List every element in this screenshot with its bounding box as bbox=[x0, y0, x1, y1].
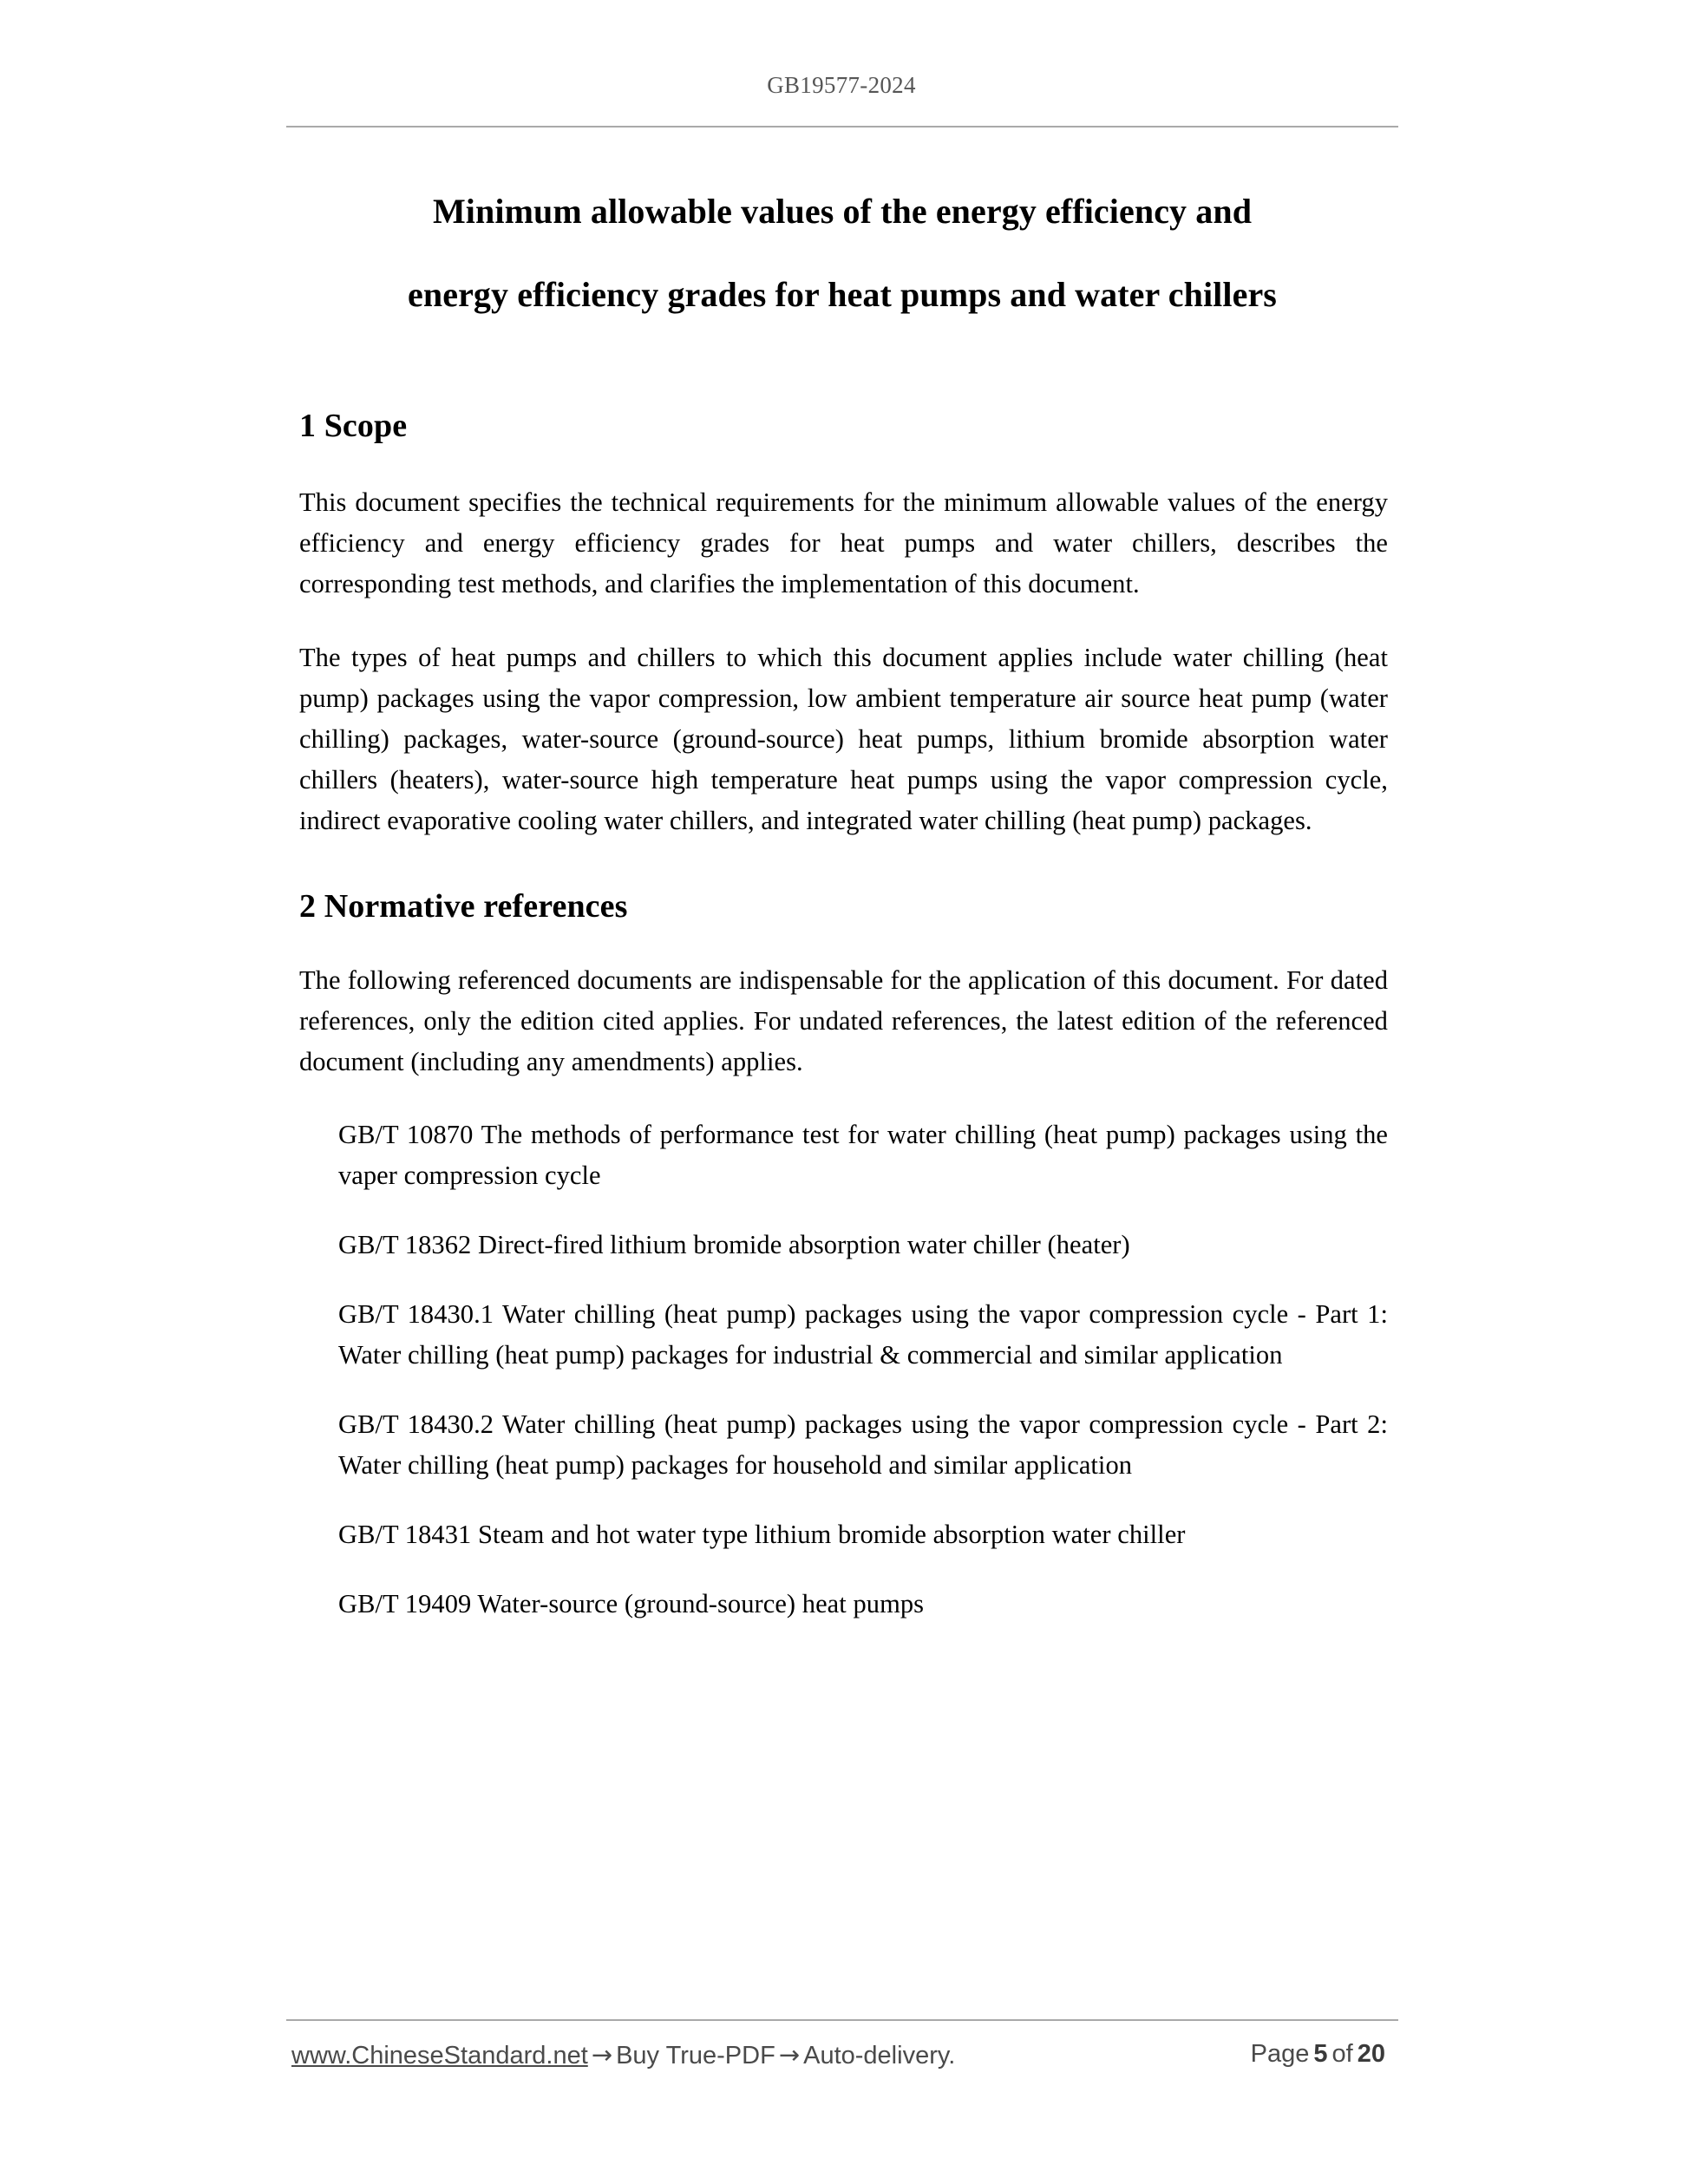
page-label: Page bbox=[1250, 2040, 1310, 2068]
reference-item: GB/T 18362 Direct-fired lithium bromide absorption water chiller (heater) bbox=[338, 1230, 1130, 1260]
reference-item: GB/T 18430.1 Water chilling (heat pump) packages using the vapor compression cycle - Part 1: Water chilling (heat pump) packages for industrial & commercial and similar application bbox=[338, 1299, 1388, 1370]
footer-divider bbox=[286, 2019, 1398, 2021]
footer-promo-delivery: Auto-delivery. bbox=[803, 2042, 956, 2070]
header-divider bbox=[286, 126, 1398, 128]
title-line-1: Minimum allowable values of the energy efficiency and bbox=[432, 192, 1253, 231]
section-heading-normative-references: 2 Normative references bbox=[299, 887, 628, 925]
page-header bbox=[286, 71, 1397, 99]
title-line-2: energy efficiency grades for heat pumps and water chillers bbox=[408, 275, 1277, 314]
document-body bbox=[299, 408, 1388, 1625]
of-label: of bbox=[1331, 2040, 1353, 2068]
reference-item: GB/T 10870 The methods of performance test for water chilling (heat pump) packages using the vaper compression cycle bbox=[338, 1120, 1388, 1191]
section-1-paragraph-1: This document specifies the technical requirements for the minimum allowable values of the energy efficiency and energy efficiency grades for heat pumps and water chillers, describes the corresponding test methods, and clarifies the implementation of this document. bbox=[299, 487, 1388, 598]
arrow-right-icon: → bbox=[591, 2040, 613, 2070]
chinesestandard-link[interactable]: www.ChineseStandard.net bbox=[291, 2042, 588, 2070]
section-1-paragraph-2: The types of heat pumps and chillers to which this document applies include water chilling (heat pump) packages using the vapor compression, low ambient temperature air source heat pump (water chilling) packages, water-source (ground-source) heat pumps, lithium bromide absorption water chillers (heaters), water-source high temperature heat pumps using the vapor compression cycle, indirect evaporative cooling water chillers, and integrated water chilling (heat pump) packages. bbox=[299, 642, 1388, 835]
current-page-number: 5 bbox=[1313, 2040, 1328, 2068]
standard-number: GB19577-2024 bbox=[767, 72, 916, 98]
footer-promo-buy: Buy True-PDF bbox=[616, 2042, 775, 2070]
reference-item: GB/T 19409 Water-source (ground-source) heat pumps bbox=[338, 1589, 925, 1619]
page-footer bbox=[286, 2040, 1398, 2092]
section-2-paragraph-1: The following referenced documents are indispensable for the application of this document. For dated references, only the edition cited applies. For undated references, the latest edition of the referenced document (including any amendments) applies. bbox=[299, 965, 1388, 1077]
section-heading-scope: 1 Scope bbox=[299, 408, 408, 444]
total-page-count: 20 bbox=[1357, 2040, 1385, 2068]
page-indicator bbox=[1251, 2040, 1390, 2069]
reference-item: GB/T 18430.2 Water chilling (heat pump) packages using the vapor compression cycle - Part 2: Water chilling (heat pump) packages for household and similar application bbox=[338, 1409, 1388, 1481]
footer-promo bbox=[291, 2040, 955, 2070]
page-title bbox=[286, 170, 1398, 337]
reference-item: GB/T 18431 Steam and hot water type lithium bromide absorption water chiller bbox=[338, 1520, 1186, 1550]
arrow-right-icon: → bbox=[778, 2040, 801, 2070]
